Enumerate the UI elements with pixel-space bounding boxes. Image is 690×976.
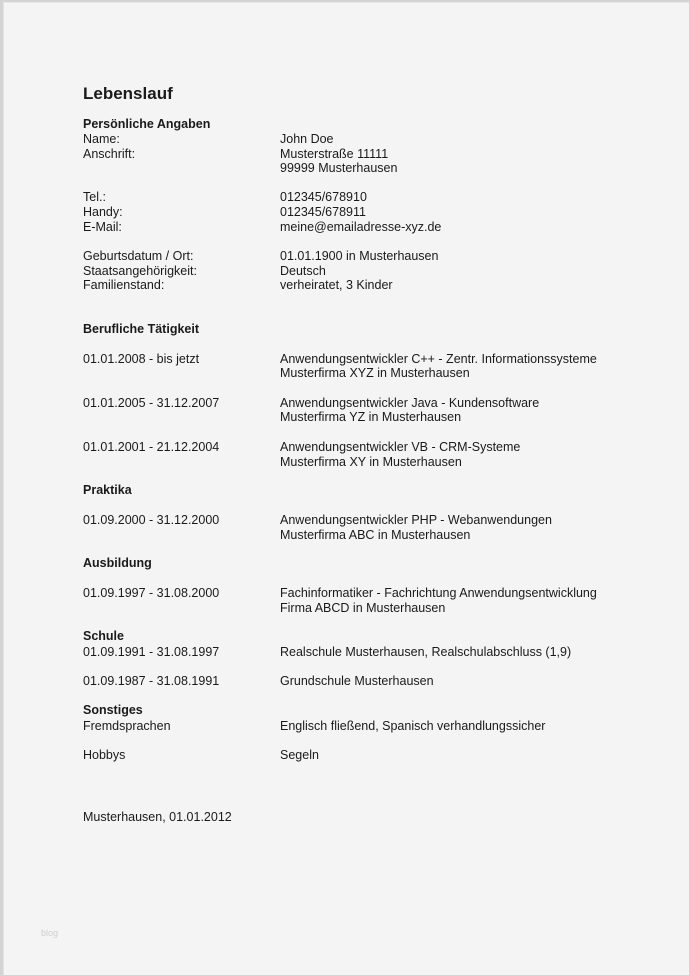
entry-line1: Grundschule Musterhausen <box>280 674 434 688</box>
field-label: Familienstand: <box>83 278 165 292</box>
field-value: Musterstraße 11111 <box>280 147 389 161</box>
section-heading-school: Schule <box>83 629 124 643</box>
field-value: meine@emailadresse-xyz.de <box>280 220 442 234</box>
section-heading-personal: Persönliche Angaben <box>83 117 211 131</box>
other-value: Englisch fließend, Spanisch verhandlungssicher <box>280 719 546 733</box>
entry-line1: Anwendungsentwickler C++ - Zentr. Informationssysteme <box>280 352 597 366</box>
entry-period: 01.01.2001 - 21.12.2004 <box>83 440 220 454</box>
field-label: Tel.: <box>83 190 106 204</box>
entry-period: 01.09.1991 - 31.08.1997 <box>83 645 220 659</box>
field-value: verheiratet, 3 Kinder <box>280 278 393 292</box>
entry-line2: Musterfirma XY in Musterhausen <box>280 455 462 469</box>
watermark: blog <box>41 928 59 938</box>
section-heading-other: Sonstiges <box>83 703 143 717</box>
other-label: Fremdsprachen <box>83 719 171 733</box>
signature-place-date: Musterhausen, 01.01.2012 <box>83 810 232 824</box>
field-value: Deutsch <box>280 264 326 278</box>
field-value: 012345/678911 <box>280 205 366 219</box>
field-label: Staatsangehörigkeit: <box>83 264 197 278</box>
section-heading-work: Berufliche Tätigkeit <box>83 322 199 336</box>
resume-page <box>3 2 689 975</box>
entry-line1: Anwendungsentwickler Java - Kundensoftware <box>280 396 540 410</box>
entry-period: 01.09.2000 - 31.12.2000 <box>83 513 220 527</box>
entry-line1: Realschule Musterhausen, Realschulabschluss (1,9) <box>280 645 572 659</box>
other-label: Hobbys <box>83 748 126 762</box>
field-label: Geburtsdatum / Ort: <box>83 249 194 263</box>
entry-line1: Anwendungsentwickler VB - CRM-Systeme <box>280 440 521 454</box>
entry-line1: Fachinformatiker - Fachrichtung Anwendungsentwicklung <box>280 586 597 600</box>
entry-period: 01.01.2008 - bis jetzt <box>83 352 200 366</box>
field-value: 012345/678910 <box>280 190 367 204</box>
entry-line2: Musterfirma YZ in Musterhausen <box>280 410 462 424</box>
entry-period: 01.01.2005 - 31.12.2007 <box>83 396 220 410</box>
document-title: Lebenslauf <box>83 84 173 103</box>
section-heading-internships: Praktika <box>83 483 132 497</box>
field-value: 99999 Musterhausen <box>280 161 398 175</box>
other-value: Segeln <box>280 748 319 762</box>
field-value: 01.01.1900 in Musterhausen <box>280 249 439 263</box>
field-value: John Doe <box>280 132 334 146</box>
field-label: Handy: <box>83 205 123 219</box>
entry-line2: Musterfirma ABC in Musterhausen <box>280 528 471 542</box>
entry-line2: Musterfirma XYZ in Musterhausen <box>280 366 470 380</box>
entry-period: 01.09.1987 - 31.08.1991 <box>83 674 220 688</box>
entry-line1: Anwendungsentwickler PHP - Webanwendungen <box>280 513 552 527</box>
field-label: Name: <box>83 132 120 146</box>
field-label: E-Mail: <box>83 220 122 234</box>
entry-line2: Firma ABCD in Musterhausen <box>280 601 446 615</box>
field-label: Anschrift: <box>83 147 136 161</box>
section-heading-education: Ausbildung <box>83 556 152 570</box>
entry-period: 01.09.1997 - 31.08.2000 <box>83 586 220 600</box>
